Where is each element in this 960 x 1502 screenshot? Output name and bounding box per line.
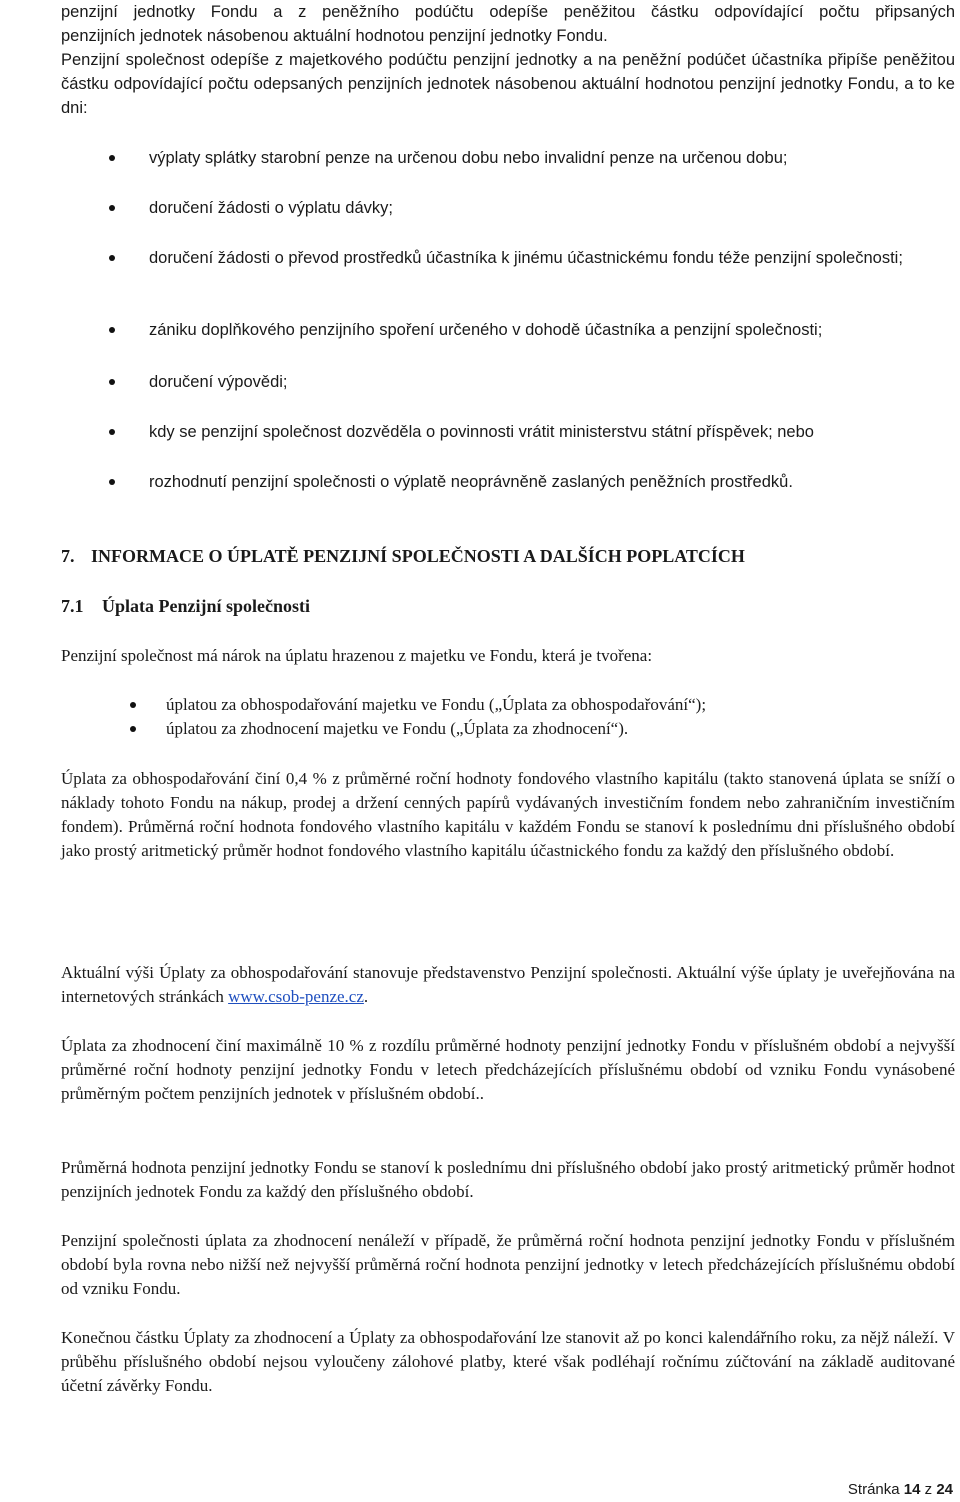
bullet-icon (109, 255, 115, 261)
bullet-icon (109, 155, 115, 161)
list-item-text: rozhodnutí penzijní společnosti o výplatě neoprávněně zaslaných peněžních prostředků. (149, 473, 793, 491)
website-link[interactable]: www.csob-penze.cz (228, 987, 364, 1006)
paragraph-average-value: Průměrná hodnota penzijní jednotky Fondu se stanoví k poslednímu dni příslušného období jako prostý aritmetický průměr hodnot penzijních jednotek Fondu za každý den příslušného období. (61, 1158, 955, 1201)
fee-intro: Penzijní společnost má nárok na úplatu hrazenou z majetku ve Fondu, která je tvořena: (61, 646, 653, 665)
paragraph-current-fee (61, 961, 955, 1009)
section-number: 7. (61, 546, 75, 566)
list-item-text: doručení výpovědi; (149, 373, 288, 391)
paragraph-management-fee: Úplata za obhospodařování činí 0,4 % z průměrné roční hodnoty fondového vlastního kapitálu (takto stanovená úplata se sníží o náklady tohoto Fondu na nákup, prodej a držení cenných papírů vydávaných investičním fondem nebo zahraničním investičním fondem). Průměrná roční hodnota fondového vlastního kapitálu v každém Fondu se stanoví k poslednímu dni příslušného období jako prostý aritmetický průměr hodnot fondového vlastního kapitálu účastnického fondu za každý den příslušného období. (61, 769, 955, 860)
list-item-text: doručení žádosti o převod prostředků účastníka k jinému účastnickému fondu téže penzijní společnosti; (149, 249, 903, 267)
intro-line-2: penzijních jednotek násobenou aktuální hodnotou penzijní jednotky Fondu. (61, 27, 608, 45)
list-item-text: kdy se penzijní společnost dozvěděla o povinnosti vrátit ministerstvu státní příspěvek; nebo (149, 423, 814, 441)
paragraph-performance-fee: Úplata za zhodnocení činí maximálně 10 % z rozdílu průměrné hodnoty penzijní jednotky Fondu v příslušném období a nejvyšší průměrné roční hodnoty penzijní jednotky Fondu v letech předcházejících příslušnému období od vzniku Fondu vynásobené průměrným počtem penzijních jednotek v příslušném období.. (61, 1036, 955, 1103)
bullet-icon (109, 479, 115, 485)
footer-separator: z (924, 1481, 933, 1498)
paragraph-current-fee-text: Aktuální výši Úplaty za obhospodařování stanovuje představenstvo Penzijní společnosti. Aktuální výše úplaty je uveřejňována na internetových stránkách (61, 963, 955, 1006)
bullet-icon (109, 429, 115, 435)
bullet-icon (130, 726, 136, 732)
page-number: 14 (903, 1481, 921, 1498)
list-item-text: úplatou za zhodnocení majetku ve Fondu („Úplata za zhodnocení“). (166, 719, 629, 738)
paragraph-exception: Penzijní společnosti úplata za zhodnocení nenáleží v případě, že průměrná roční hodnota penzijní jednotky Fondu v příslušném období byla rovna nebo nižší než nejvyšší průměrná roční hodnota penzijní jednotky v letech předcházejících příslušnému období od vzniku Fondu. (61, 1231, 955, 1298)
footer-label: Stránka (847, 1481, 900, 1498)
list-item-text: doručení žádosti o výplatu dávky; (149, 199, 393, 217)
bullet-icon (130, 702, 136, 708)
bullet-icon (109, 205, 115, 211)
page-footer (848, 1478, 953, 1502)
list-item-text: výplaty splátky starobní penze na určenou dobu nebo invalidní penze na určenou dobu; (149, 149, 788, 167)
subsection-title: Úplata Penzijní společnosti (102, 596, 311, 616)
list-item-text: úplatou za obhospodařování majetku ve Fondu („Úplata za obhospodařování“); (166, 695, 707, 714)
intro-paragraph: Penzijní společnost odepíše z majetkového podúčtu penzijní jednotky a na peněžní podúčet účastníka připíše peněžitou částku odpovídající počtu odepsaných penzijních jednotek násobenou aktuální hodnotou penzijní jednotky Fondu, a to ke dni: (61, 51, 955, 117)
section-title: INFORMACE O ÚPLATĚ PENZIJNÍ SPOLEČNOSTI A DALŠÍCH POPLATCÍCH (91, 546, 745, 566)
bullet-icon (109, 379, 115, 385)
paragraph-final: Konečnou částku Úplaty za zhodnocení a Úplaty za obhospodařování lze stanovit až po konci kalendářního roku, za nějž náleží. V průběhu příslušného období nejsou vyloučeny zálohové platby, které však podléhají ročnímu zúčtování na základě auditované účetní závěrky Fondu. (61, 1328, 955, 1395)
list-item-text: zániku doplňkového penzijního spoření určeného v dohodě účastníka a penzijní společnosti; (149, 321, 823, 339)
subsection-number: 7.1 (61, 596, 84, 616)
intro-line-1: penzijní jednotky Fondu a z peněžního podúčtu odepíše peněžitou částku odpovídající počtu připsaných (61, 3, 955, 21)
paragraph-current-fee-tail: . (363, 987, 369, 1006)
page-total: 24 (936, 1481, 953, 1498)
bullet-icon (109, 327, 115, 333)
